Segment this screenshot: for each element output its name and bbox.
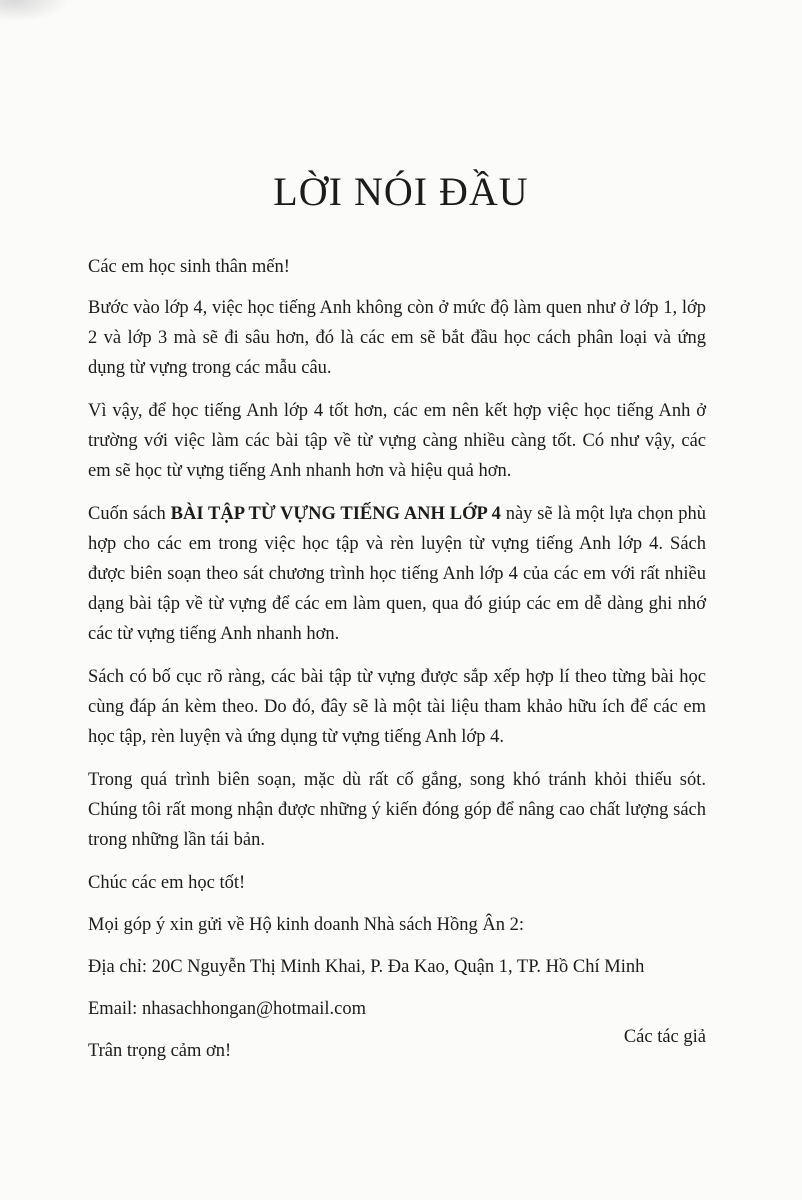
- paragraph-book: [88, 499, 706, 649]
- preface-body: [88, 252, 706, 1078]
- page-corner-shadow: [0, 0, 70, 22]
- book-title: BÀI TẬP TỪ VỰNG TIẾNG ANH LỚP 4: [170, 504, 501, 524]
- greeting: Các em học sinh thân mến!: [88, 257, 290, 277]
- book-para-before: Cuốn sách: [88, 504, 171, 524]
- paragraph-structure: Sách có bố cục rõ ràng, các bài tập từ vựng được sắp xếp hợp lí theo từng bài học cùng đáp án kèm theo. Do đó, đây sẽ là một tài liệu tham khảo hữu ích để các em học tập, rèn luyện và ứng dụng từ vựng tiếng Anh lớp 4.: [88, 667, 706, 747]
- paragraph-advice: Vì vậy, để học tiếng Anh lớp 4 tốt hơn, các em nên kết hợp việc học tiếng Anh ở trường với việc làm các bài tập về từ vựng càng nhiều càng tốt. Có như vậy, các em sẽ học từ vựng tiếng Anh nhanh hơn và hiệu quả hơn.: [88, 401, 706, 481]
- wish-text: Chúc các em học tốt!: [88, 873, 246, 893]
- paragraph-apology: Trong quá trình biên soạn, mặc dù rất cố gắng, song khó tránh khỏi thiếu sót. Chúng tôi rất mong nhận được những ý kiến đóng góp để nâng cao chất lượng sách trong những lần tái bản.: [88, 770, 706, 850]
- contact-address: Địa chỉ: 20C Nguyễn Thị Minh Khai, P. Đa Kao, Quận 1, TP. Hồ Chí Minh: [88, 957, 645, 977]
- contact-email: Email: nhasachhongan@hotmail.com: [88, 999, 367, 1019]
- paragraph-intro: Bước vào lớp 4, việc học tiếng Anh không còn ở mức độ làm quen như ở lớp 1, lớp 2 và lớp 3 mà sẽ đi sâu hơn, đó là các em sẽ bắt đầu học cách phân loại và ứng dụng từ vựng trong các mẫu câu.: [88, 298, 706, 378]
- contact-intro: Mọi góp ý xin gửi về Hộ kinh doanh Nhà sách Hồng Ân 2:: [88, 915, 524, 935]
- thanks-text: Trân trọng cảm ơn!: [88, 1041, 232, 1061]
- signature: Các tác giả: [623, 1027, 706, 1047]
- page-title: LỜI NÓI ĐẦU: [273, 169, 529, 214]
- book-para-after: này sẽ là một lựa chọn phù hợp cho các em trong việc học tập và rèn luyện từ vựng tiếng Anh lớp 4. Sách được biên soạn theo sát chương trình học tiếng Anh lớp 4 của các em với rất nhiều dạng bài tập về từ vựng để các em làm quen, qua đó giúp các em dễ dàng ghi nhớ các từ vựng tiếng Anh nhanh hơn.: [88, 504, 707, 644]
